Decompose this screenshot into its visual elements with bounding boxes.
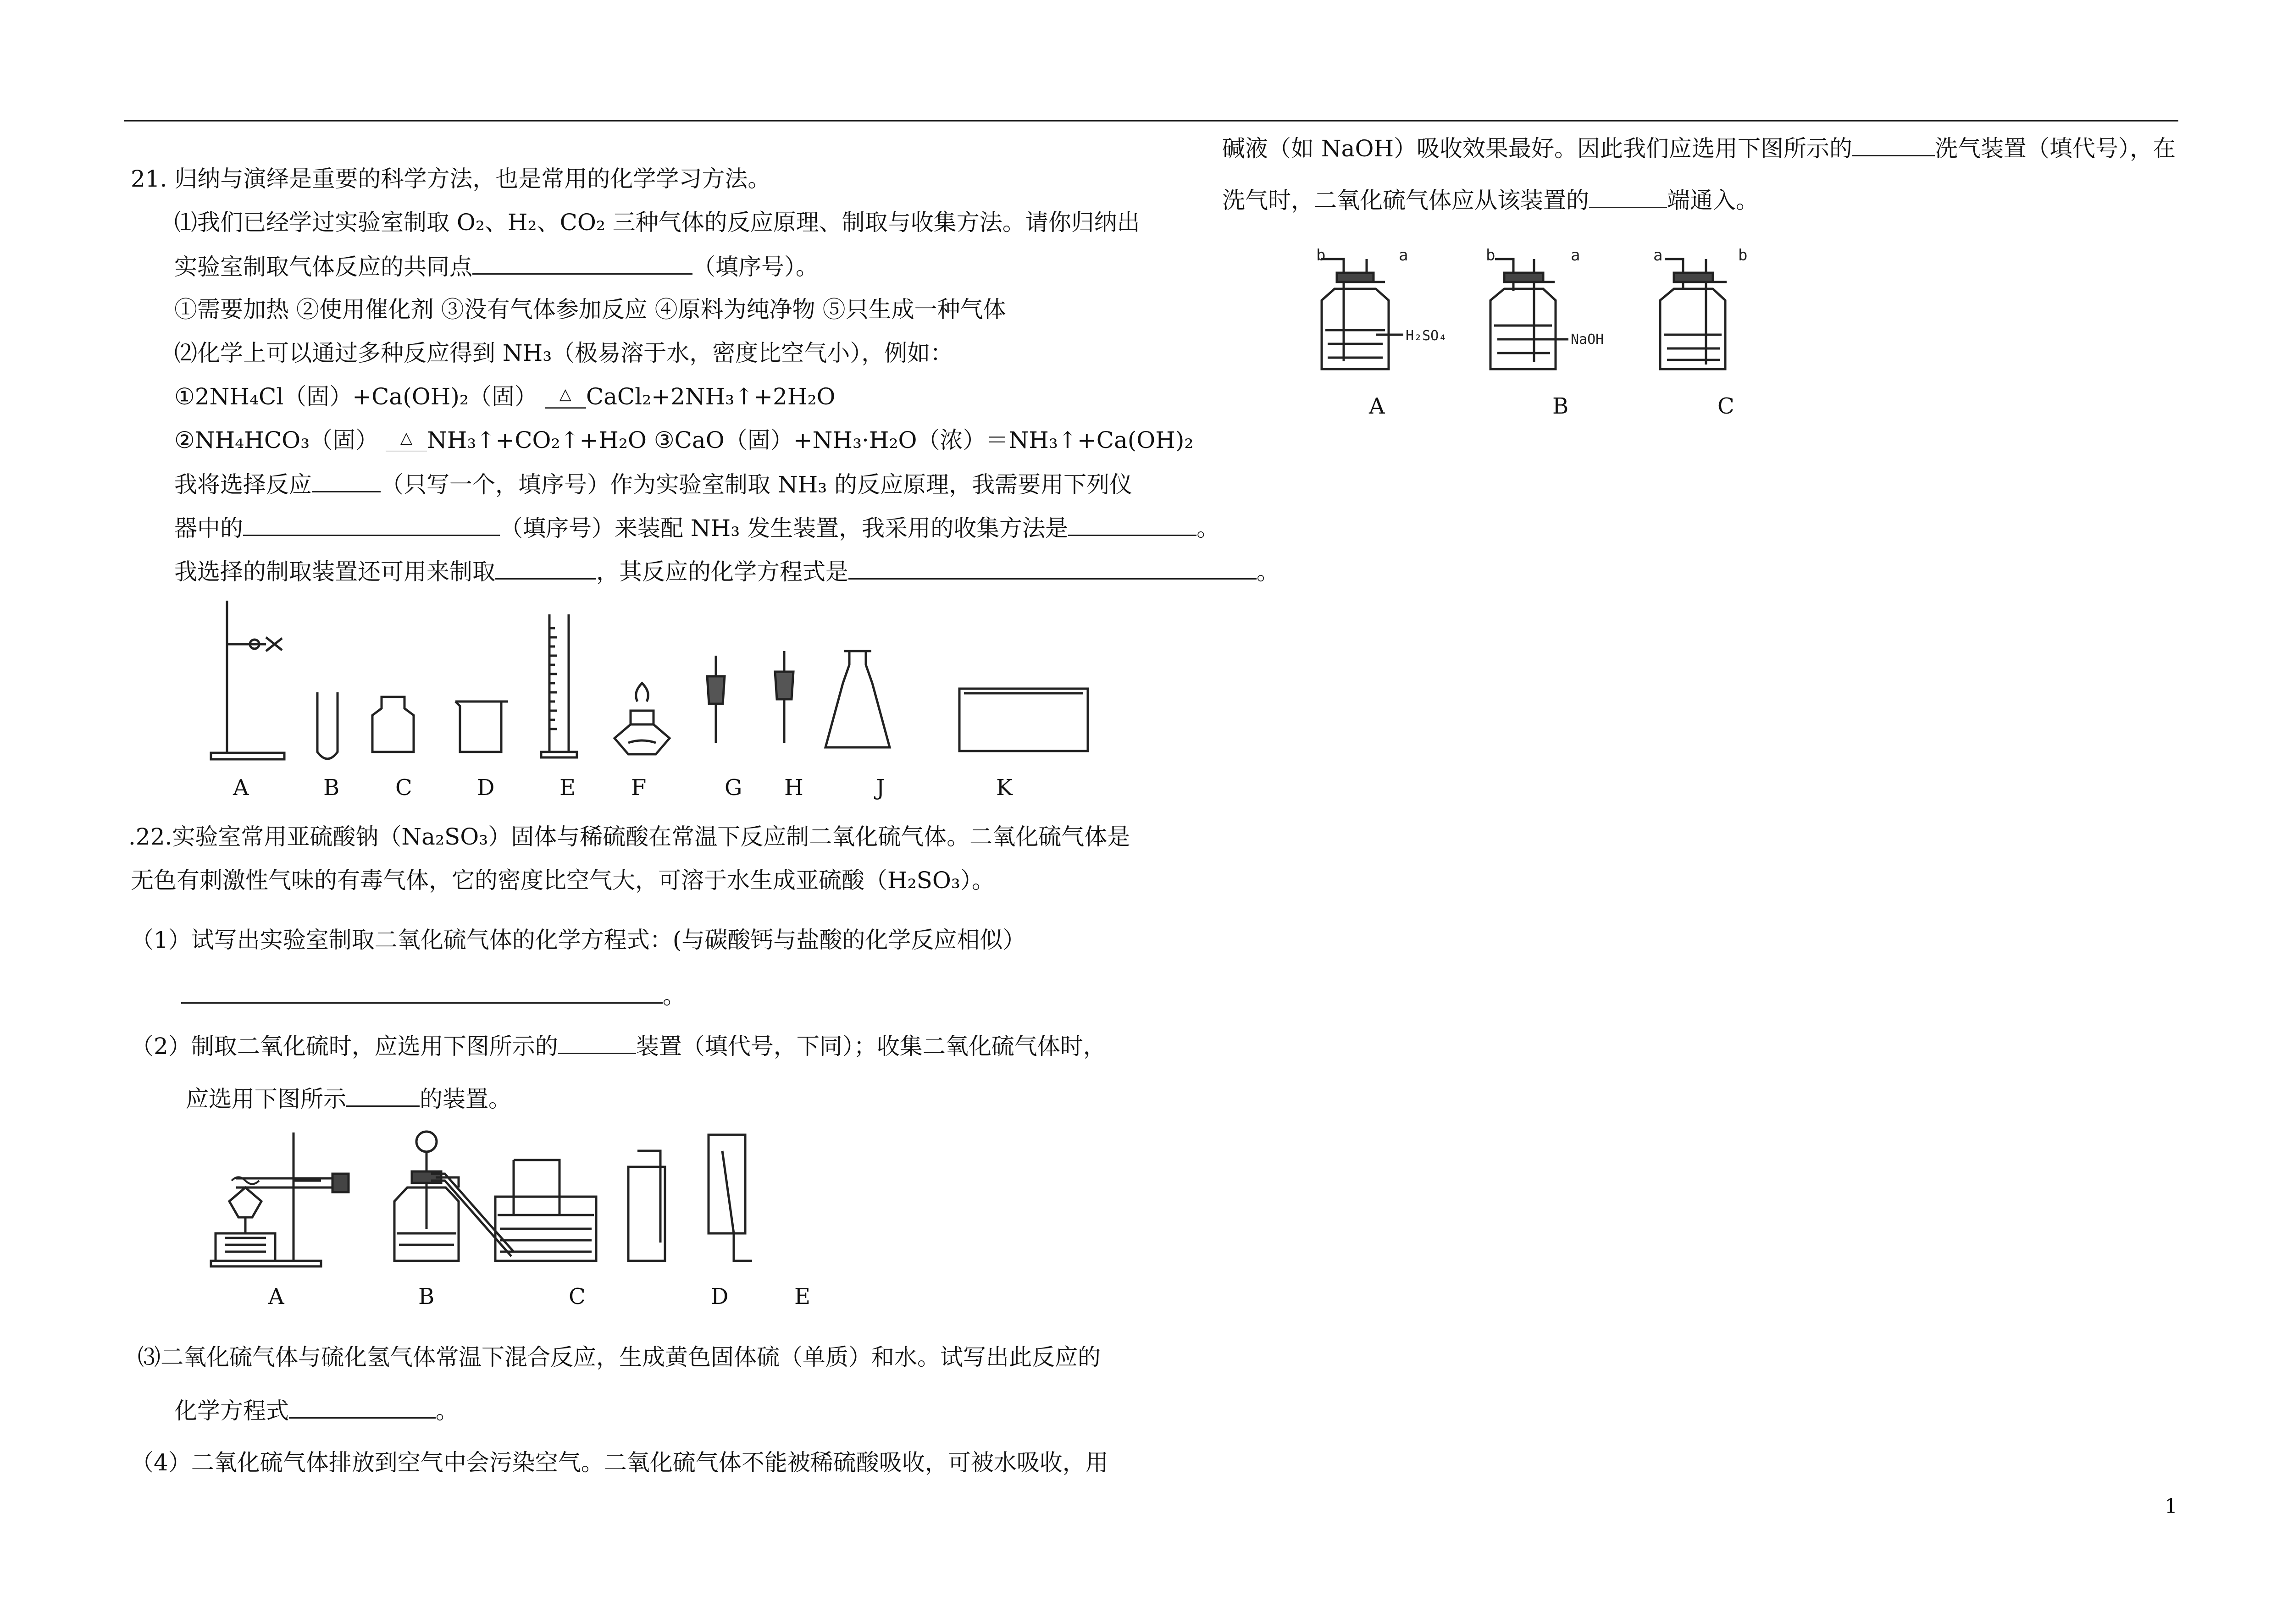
apparatus-label: A xyxy=(233,775,249,801)
trough-icon xyxy=(959,689,1088,751)
apparatus-label: D xyxy=(477,775,495,801)
heating-apparatus-icon xyxy=(211,1132,349,1266)
q21-part2: ⑵化学上可以通过多种反应得到 NH₃（极易溶于水，密度比空气小），例如： xyxy=(174,340,953,366)
answer-blank[interactable] xyxy=(1852,134,1935,156)
test-tube-icon xyxy=(317,692,338,759)
conical-flask-icon xyxy=(825,651,890,747)
apparatus-label: K xyxy=(996,775,1013,801)
apparatus-label: C xyxy=(395,775,412,801)
right-continue-1: 碱液（如 NaOH）吸收效果最好。因此我们应选用下图所示的 洗气装置（填代号），在 xyxy=(1222,134,2176,162)
washing-bottle-icon xyxy=(1321,259,1403,369)
answer-blank[interactable] xyxy=(495,557,596,580)
washing-bottle-icon xyxy=(1660,259,1727,369)
water-trough-collection-icon xyxy=(431,1160,596,1261)
answer-blank[interactable] xyxy=(1068,514,1196,536)
answer-blank[interactable] xyxy=(289,1396,436,1419)
q21-options: ①需要加热 ②使用催化剂 ③没有气体参加反应 ④原料为纯净物 ⑤只生成一种气体 xyxy=(174,296,1006,323)
bottle-label: A xyxy=(1369,393,1385,419)
answer-blank[interactable] xyxy=(346,1084,420,1107)
q22-intro: 无色有刺激性气味的有毒气体，它的密度比空气大，可溶于水生成亚硫酸（H₂SO₃）。 xyxy=(131,867,995,894)
answer-blank[interactable] xyxy=(848,557,1257,580)
washing-bottle-icon xyxy=(1490,259,1568,369)
beaker-icon xyxy=(455,702,508,752)
bottle-label: C xyxy=(1717,393,1734,419)
q21-common-points: 实验室制取气体反应的共同点 （填序号）。 xyxy=(174,252,819,281)
apparatus-label: B xyxy=(323,775,340,801)
gas-jar-icon xyxy=(372,697,414,752)
answer-blank[interactable] xyxy=(558,1032,636,1054)
downward-air-displacement-icon xyxy=(709,1135,752,1261)
answer-blank[interactable] xyxy=(312,470,381,492)
heat-condition: △ xyxy=(545,389,586,409)
device-label: A xyxy=(268,1284,284,1309)
graduated-cylinder-icon xyxy=(541,614,577,757)
stopper-tube-icon xyxy=(775,651,793,743)
bottle-label: B xyxy=(1552,393,1569,419)
q22-part1: （1）试写出实验室制取二氧化硫气体的化学方程式：(与碳酸钙与盐酸的化学反应相似） xyxy=(131,927,1026,953)
q21-apparatus: 器中的 （填序号）来装配 NH₃ 发生装置，我采用的收集方法是 。 xyxy=(174,514,1219,542)
device-label: B xyxy=(418,1284,435,1309)
right-continue-2: 洗气时，二氧化硫气体应从该装置的 端通入。 xyxy=(1222,186,1759,214)
page-number: 1 xyxy=(2165,1495,2177,1518)
answer-blank[interactable] xyxy=(1589,186,1667,208)
reaction-1: ①2NH₄Cl（固）+Ca(OH)₂（固） △ CaCl₂+2NH₃↑+2H₂O xyxy=(174,383,836,410)
liquid-label: H₂SO₄ xyxy=(1406,328,1447,344)
q21-title: 21. 归纳与演绎是重要的科学方法，也是常用的化学学习方法。 xyxy=(131,166,771,192)
q21-part1: ⑴我们已经学过实验室制取 O₂、H₂、CO₂ 三种气体的反应原理、制取与收集方法。请你归纳出 xyxy=(174,209,1140,236)
device-label: C xyxy=(569,1284,586,1309)
reaction-2-3: ②NH₄HCO₃（固） △ NH₃↑+CO₂↑+H₂O ③CaO（固）+NH₃·H₂O（浓）＝NH₃↑+Ca(OH)₂ xyxy=(174,427,1194,453)
header-rule xyxy=(124,120,2178,122)
apparatus-figure xyxy=(202,591,1119,775)
upward-air-displacement-icon xyxy=(628,1151,665,1261)
device-label: D xyxy=(711,1284,729,1309)
answer-blank[interactable] xyxy=(181,981,663,1004)
q22-part2: （2）制取二氧化硫时，应选用下图所示的 装置（填代号，下同）；收集二氧化硫气体时， xyxy=(131,1032,1106,1060)
heat-condition: △ xyxy=(386,432,427,452)
port-label: a xyxy=(1399,248,1408,265)
gas-washing-bottles-figure xyxy=(1312,248,1830,390)
port-label: a xyxy=(1571,248,1580,265)
q22-part3: ⑶二氧化硫气体与硫化氢气体常温下混合反应，生成黄色固体硫（单质）和水。试写出此反应的 xyxy=(138,1344,1101,1370)
q21-other-gas: 我选择的制取装置还可用来制取 ，其反应的化学方程式是 。 xyxy=(174,557,1279,586)
apparatus-label: F xyxy=(631,775,647,801)
apparatus-label: H xyxy=(784,775,803,801)
gas-generator-bottle-icon xyxy=(394,1132,459,1261)
stopper-tube-icon xyxy=(707,656,725,743)
iron-stand-icon xyxy=(211,601,284,759)
answer-blank[interactable] xyxy=(243,514,500,536)
q21-choose-reaction: 我将选择反应 （只写一个，填序号）作为实验室制取 NH₃ 的反应原理，我需要用下列仪 xyxy=(174,470,1132,498)
gas-device-figure xyxy=(202,1123,867,1279)
liquid-label: NaOH xyxy=(1571,331,1604,348)
q22-title: .22.实验室常用亚硫酸钠（Na₂SO₃）固体与稀硫酸在常温下反应制二氧化硫气体。二氧化硫气体是 xyxy=(128,823,1130,850)
port-label: b xyxy=(1738,248,1748,265)
q22-part2-collect: 应选用下图所示 的装置。 xyxy=(186,1084,511,1113)
q22-part1-answer: 。 xyxy=(181,981,686,1010)
alcohol-lamp-icon xyxy=(615,683,670,754)
port-label: b xyxy=(1486,248,1495,265)
device-label: E xyxy=(794,1284,811,1309)
apparatus-label: E xyxy=(559,775,576,801)
port-label: a xyxy=(1653,248,1663,265)
apparatus-label: J xyxy=(876,775,885,801)
port-label: b xyxy=(1316,248,1326,265)
answer-blank[interactable] xyxy=(472,252,692,275)
apparatus-label: G xyxy=(725,775,742,801)
q22-part3-answer: 化学方程式 。 xyxy=(174,1396,459,1425)
q22-part4: （4）二氧化硫气体排放到空气中会污染空气。二氧化硫气体不能被稀硫酸吸收，可被水吸收，用 xyxy=(131,1449,1108,1476)
